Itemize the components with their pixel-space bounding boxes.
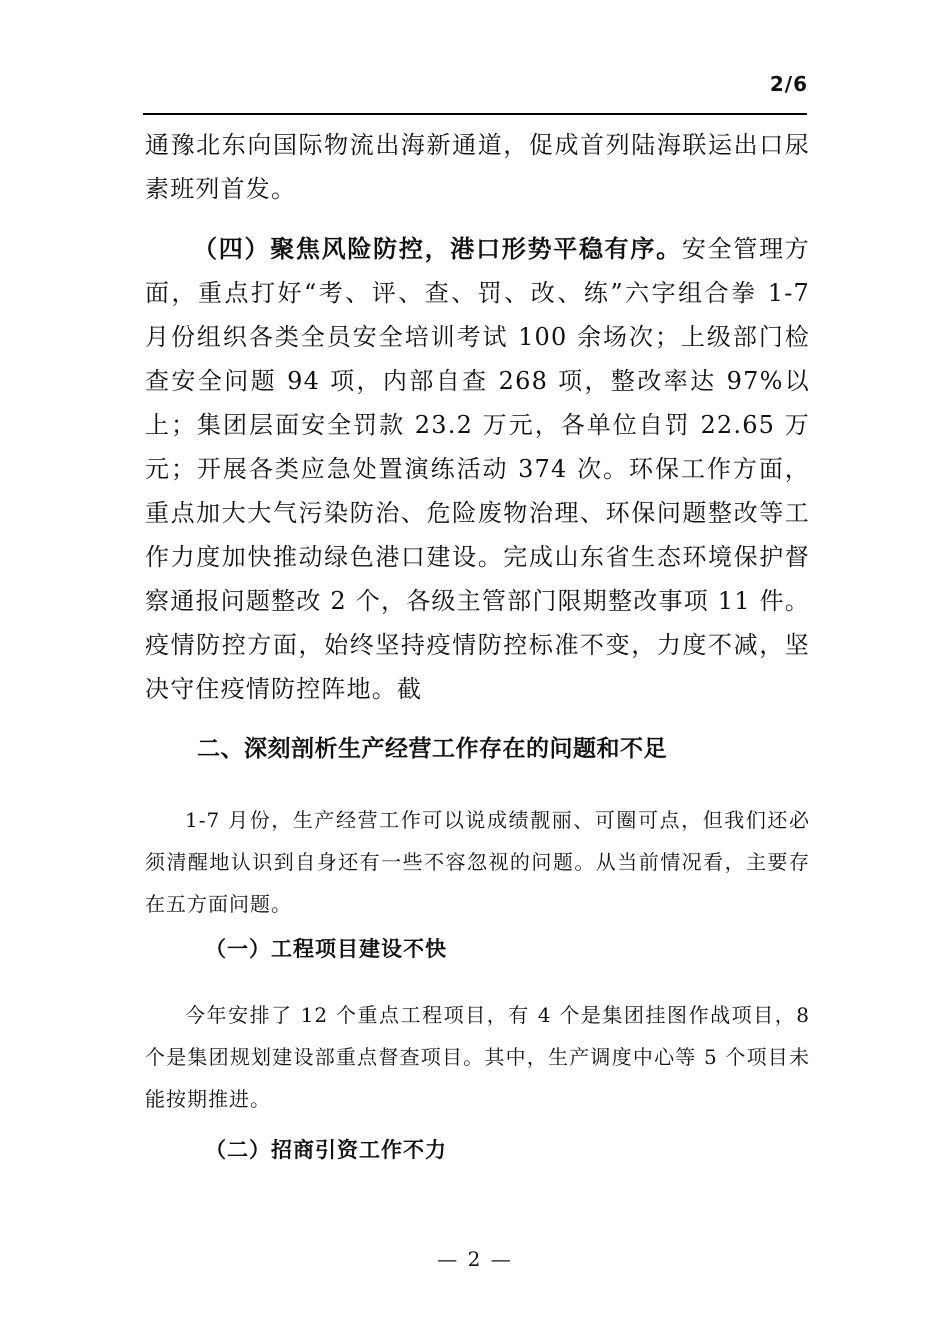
- paragraph-lead-heading: （四）聚焦风险防控，港口形势平稳有序。: [193, 234, 682, 263]
- paragraph-continuation: 通豫北东向国际物流出海新通道，促成首列陆海联运出口尿素班列首发。: [145, 131, 810, 203]
- paragraph-risk-control: [145, 227, 810, 711]
- section-two-intro-block: [145, 799, 810, 925]
- section-heading: 二、深刻剖析生产经营工作存在的问题和不足: [197, 736, 667, 762]
- page-counter: 2/6: [769, 72, 808, 96]
- paragraph-risk-control-body: 安全管理方面，重点打好“考、评、查、罚、改、练”六字组合拳 1-7 月份组织各类全员安全培训考试 100 余场次；上级部门检查安全问题 94 项，内部自查 268 项，整改率达 97%以上；集团层面安全罚款 23.2 万元，各单位自罚 22.65 万元；开展各类应急处置演练活动 374 次。环保工作方面，重点加大大气污染防治、危险废物治理、环保问题整改等工作力度加快推动绿色港口建设。完成山东省生态环境保护督察通报问题整改 2 个，各级主管部门限期整改事项 11 件。疫情防控方面，始终坚持疫情防控标准不变，力度不减，坚决守住疫情防控阵地。截: [145, 235, 810, 703]
- paragraph-projects: 今年安排了 12 个重点工程项目，有 4 个是集团挂图作战项目，8 个是集团规划建设部重点督查项目。其中，生产调度中心等 5 个项目未能按期推进。: [145, 1003, 810, 1111]
- document-section-four: [145, 227, 810, 711]
- subsection-heading-one: （一）工程项目建设不快: [205, 936, 447, 961]
- header-rule: [143, 113, 807, 115]
- page-number: — 2 —: [437, 1247, 513, 1271]
- document-body: [145, 123, 810, 211]
- subsection-one-body-block: [145, 994, 810, 1120]
- subsection-heading-two: （二）招商引资工作不力: [205, 1137, 447, 1162]
- paragraph-problems-intro: 1-7 月份，生产经营工作可以说成绩靓丽、可圈可点，但我们还必须清醒地认识到自身还有一些不容忽视的问题。从当前情况看，主要存在五方面问题。: [145, 808, 810, 916]
- subsection-one-block: [145, 929, 810, 969]
- subsection-two-block: [145, 1130, 810, 1170]
- section-two-block: [145, 729, 810, 769]
